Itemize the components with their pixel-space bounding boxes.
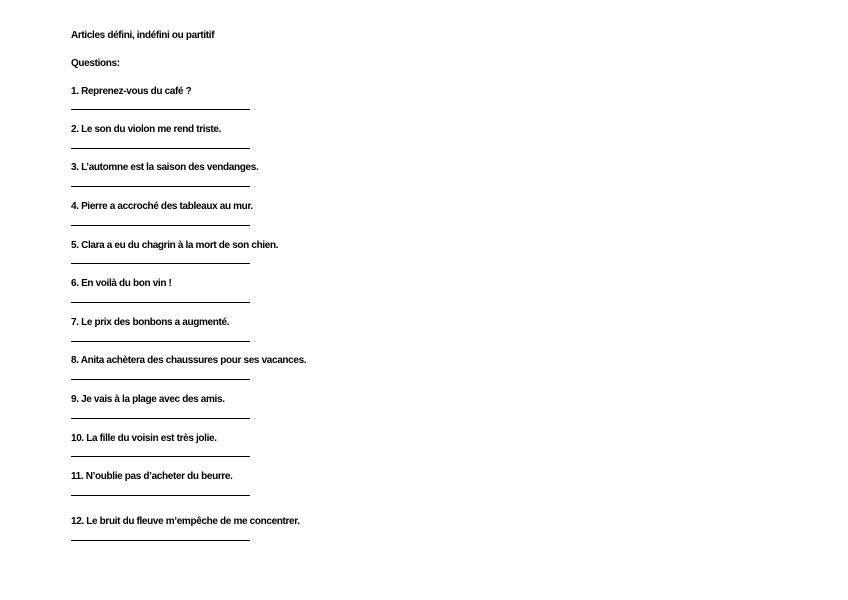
question-12: 12. Le bruit du fleuve m’empêche de me concentrer. <box>71 516 300 527</box>
answer-line-7 <box>71 341 250 342</box>
question-7: 7. Le prix des bonbons a augmenté. <box>71 317 230 328</box>
worksheet-title: Articles défini, indéfini ou partitif <box>71 30 215 41</box>
question-2: 2. Le son du violon me rend triste. <box>71 124 222 135</box>
question-9: 9. Je vais à la plage avec des amis. <box>71 394 225 405</box>
answer-line-9 <box>71 418 250 419</box>
question-1: 1. Reprenez-vous du café ? <box>71 86 192 97</box>
question-4: 4. Pierre a accroché des tableaux au mur. <box>71 201 253 212</box>
answer-line-5 <box>71 263 250 264</box>
answer-line-6 <box>71 302 250 303</box>
question-5: 5. Clara a eu du chagrin à la mort de son chien. <box>71 240 279 251</box>
answer-line-3 <box>71 186 250 187</box>
answer-line-10 <box>71 456 250 457</box>
answer-line-1 <box>71 109 250 110</box>
question-6: 6. En voilà du bon vin ! <box>71 278 172 289</box>
question-11: 11. N’oublie pas d’acheter du beurre. <box>71 471 233 482</box>
questions-heading: Questions: <box>71 58 120 69</box>
answer-line-4 <box>71 225 250 226</box>
answer-line-2 <box>71 148 250 149</box>
question-8: 8. Anita achètera des chaussures pour ses vacances. <box>71 355 307 366</box>
answer-line-11 <box>71 495 250 496</box>
answer-line-8 <box>71 379 250 380</box>
question-3: 3. L’automne est la saison des vendanges. <box>71 162 259 173</box>
question-10: 10. La fille du voisin est très jolie. <box>71 433 217 444</box>
answer-line-12 <box>71 540 250 541</box>
